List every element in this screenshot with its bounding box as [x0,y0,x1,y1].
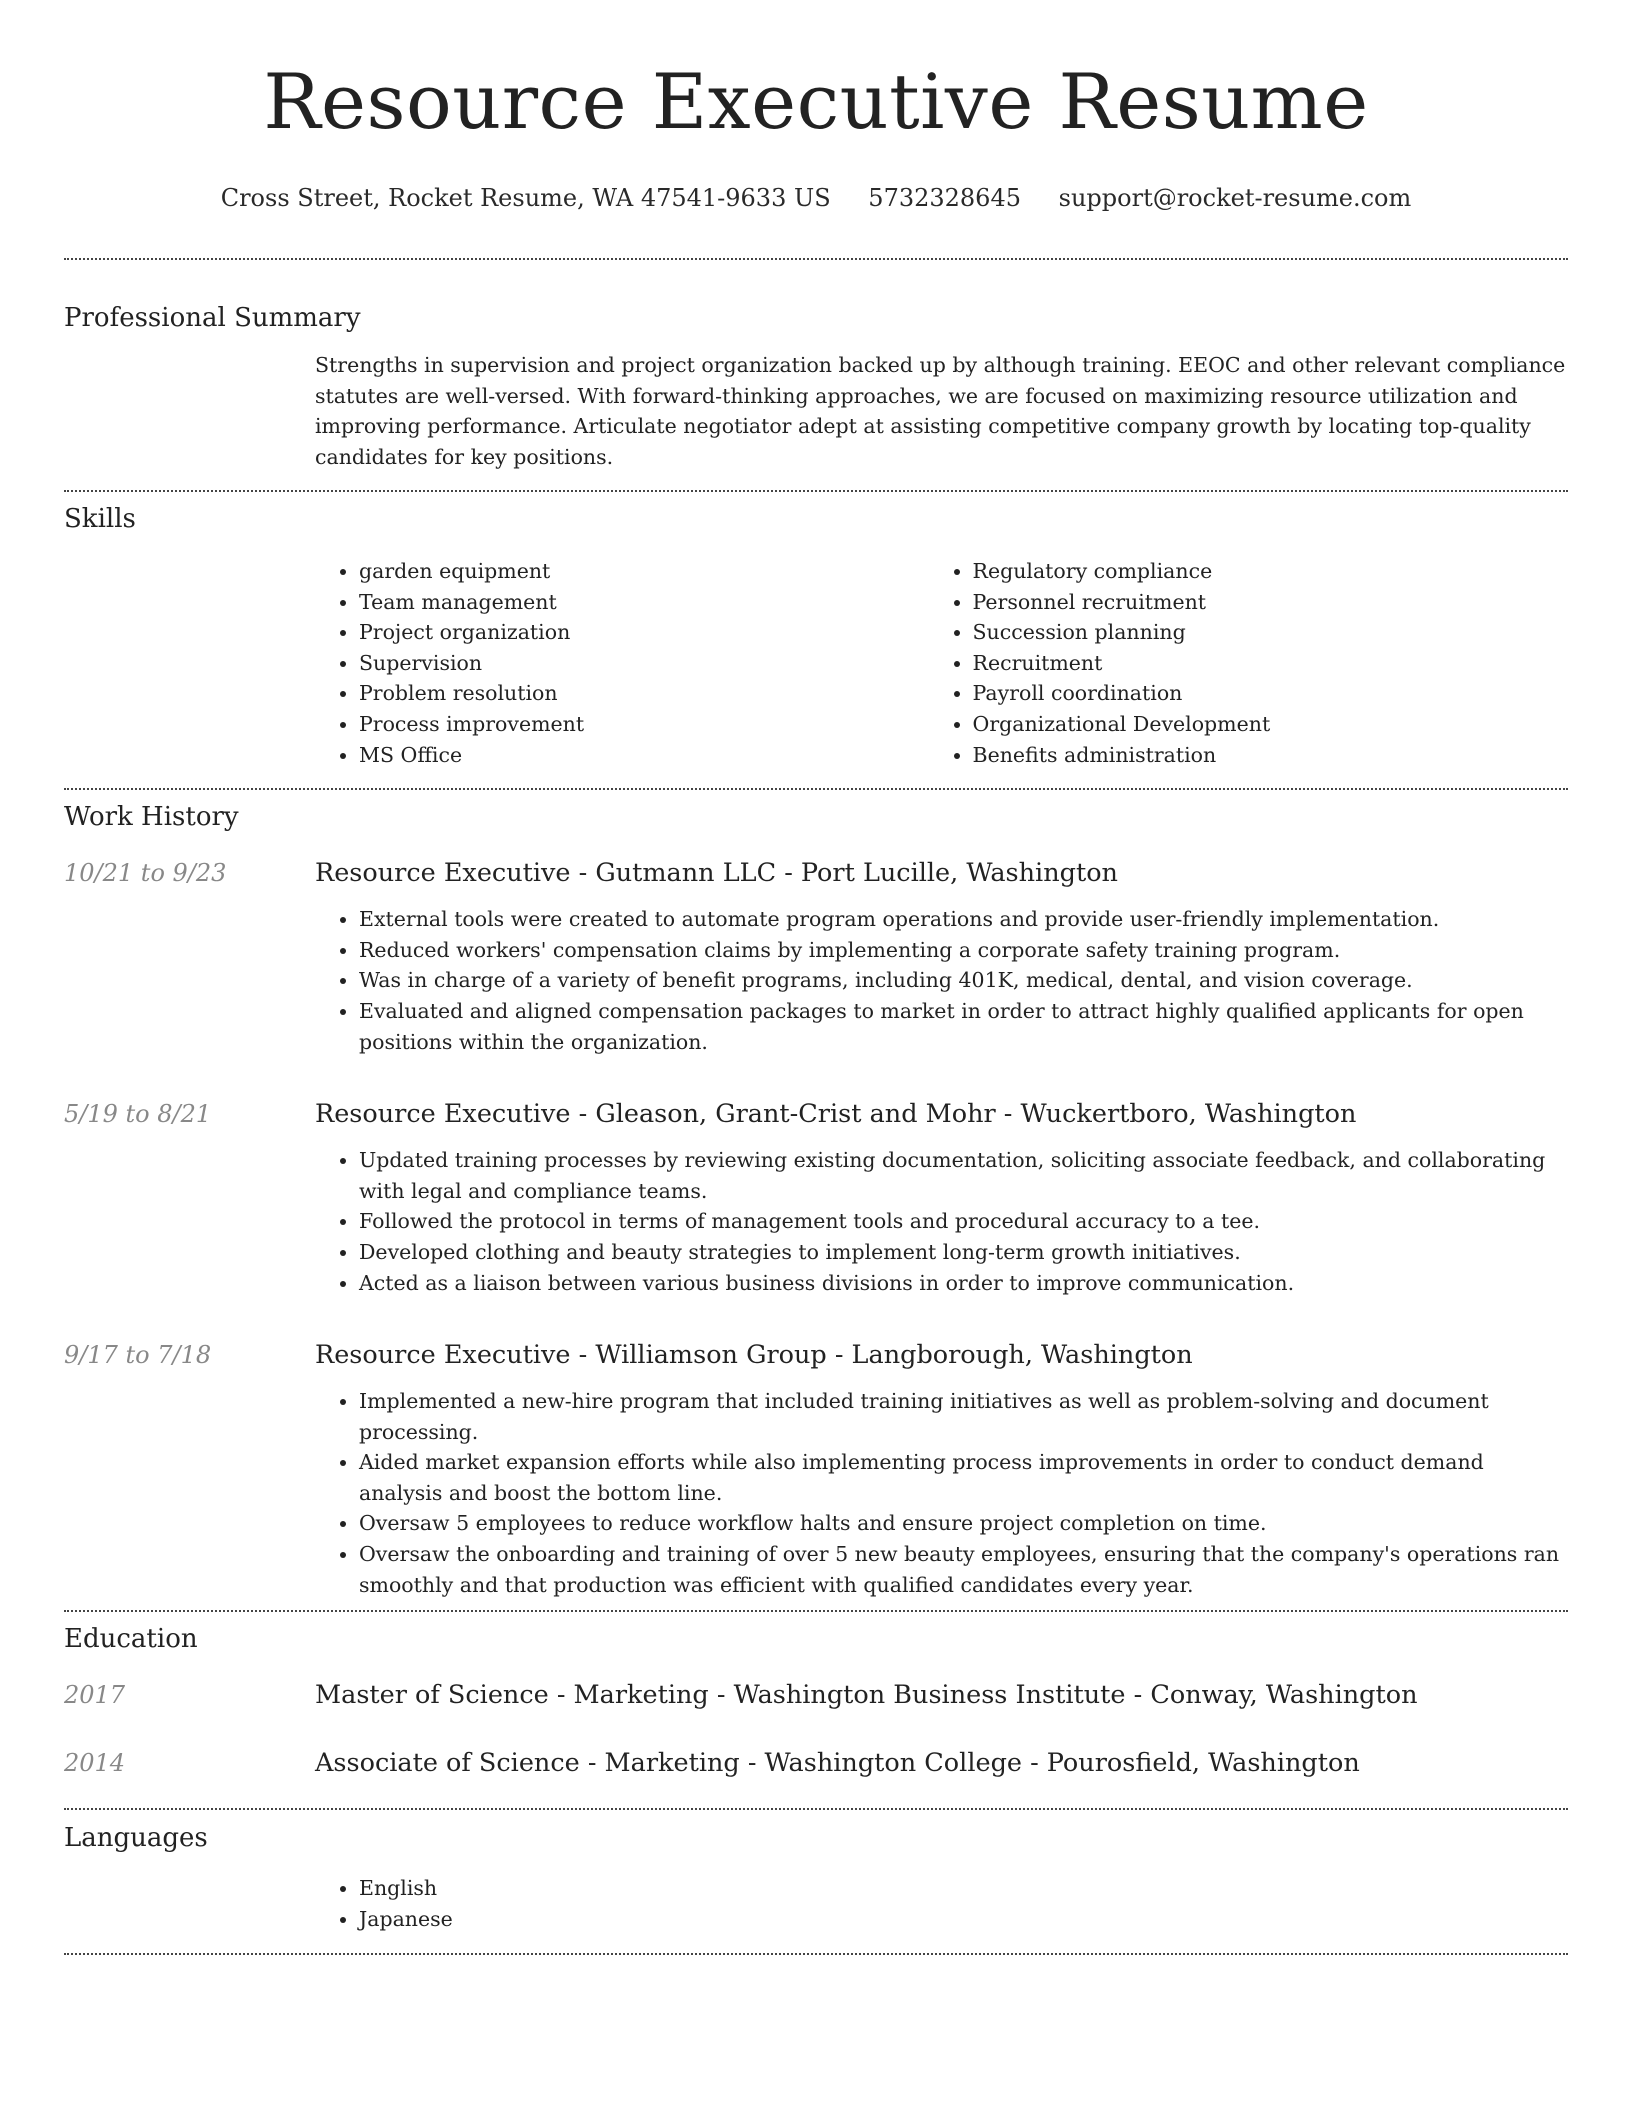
skill-item: • Regulatory compliance [973,556,1568,587]
skills-list-left [315,556,929,770]
job-bullet: • Followed the protocol in terms of management tools and procedural accuracy to a tee. [359,1206,1568,1237]
divider [64,490,1568,492]
job-bullet: • Oversaw 5 employees to reduce workflow halts and ensure project completion on time. [359,1508,1568,1539]
languages-heading: Languages [64,1823,208,1854]
education-heading-line: Associate of Science - Marketing - Washington College - Pourosfield, Washington [315,1748,1360,1779]
resume-title: Resource Executive Resume [263,57,1369,146]
job-bullet: • Was in charge of a variety of benefit programs, including 401K, medical, dental, and vision coverage. [359,965,1568,996]
skill-item: • Team management [359,587,929,618]
job-heading: Resource Executive - Gleason, Grant-Crist and Mohr - Wuckertboro, Washington [315,1099,1357,1130]
job-bullet: • Updated training processes by reviewing existing documentation, soliciting associate feedback, and collaborating with legal and compliance teams. [359,1145,1568,1206]
job-bullet: • Aided market expansion efforts while also implementing process improvements in order to conduct demand analysis and boost the bottom line. [359,1447,1568,1508]
email: support@rocket-resume.com [1058,184,1412,212]
skill-item: • Benefits administration [973,740,1568,771]
job-bullet: • Reduced workers' compensation claims by implementing a corporate safety training program. [359,935,1568,966]
education-year: 2014 [64,1749,126,1778]
job-dates: 5/19 to 8/21 [64,1100,212,1129]
job-bullet: • Acted as a liaison between various business divisions in order to improve communication. [359,1268,1568,1299]
divider [64,1808,1568,1810]
job-dates: 10/21 to 9/23 [64,859,227,888]
divider [64,1610,1568,1612]
languages-list [315,1873,1568,1934]
skill-item: • MS Office [359,740,929,771]
divider [64,788,1568,790]
job-bullet: • Implemented a new-hire program that included training initiatives as well as problem-solving and document processing. [359,1386,1568,1447]
education-entry [64,1746,1568,1780]
job-bullets [315,1386,1568,1600]
language-item: • English [359,1873,1568,1904]
job-bullets [315,1145,1568,1298]
job-bullet: • Evaluated and aligned compensation packages to market in order to attract highly qualified applicants for open positions within the organization. [359,996,1568,1057]
divider [64,258,1568,260]
skill-item: • Organizational Development [973,709,1568,740]
summary-text: Strengths in supervision and project organization backed up by although training. EEOC and other relevant compliance statutes are well-versed. With forward-thinking approaches, we are focused on maximizing resource utilization and improving performance. Articulate negotiator adept at assisting competitive company growth by locating top-quality candidates for key positions. [315,353,1566,469]
job-entry [64,856,1568,1057]
job-bullets [315,904,1568,1057]
contact-line [64,178,1568,218]
language-item: • Japanese [359,1904,1568,1935]
job-bullet: • Developed clothing and beauty strategies to implement long-term growth initiatives. [359,1237,1568,1268]
skills-list-right [929,556,1568,770]
phone: 5732328645 [868,184,1021,212]
summary-section [315,350,1568,472]
job-bullet: • External tools were created to automate program operations and provide user-friendly implementation. [359,904,1568,935]
job-bullet: • Oversaw the onboarding and training of over 5 new beauty employees, ensuring that the company's operations ran smoothly and that production was efficient with qualified candidates every year. [359,1539,1568,1600]
job-heading: Resource Executive - Gutmann LLC - Port Lucille, Washington [315,858,1118,889]
skills-section [315,556,1568,770]
education-year: 2017 [64,1681,126,1710]
skill-item: • Succession planning [973,617,1568,648]
job-dates: 9/17 to 7/18 [64,1341,212,1370]
education-heading-line: Master of Science - Marketing - Washington Business Institute - Conway, Washington [315,1680,1418,1711]
languages-section [315,1873,1568,1934]
education-entry [64,1678,1568,1712]
job-entry [64,1097,1568,1298]
job-entry [64,1338,1568,1600]
skill-item: • Supervision [359,648,929,679]
address: Cross Street, Rocket Resume, WA 47541-9633 US [220,184,831,212]
skill-item: • Payroll coordination [973,678,1568,709]
skill-item: • Problem resolution [359,678,929,709]
skill-item: • Project organization [359,617,929,648]
skill-item: • garden equipment [359,556,929,587]
job-heading: Resource Executive - Williamson Group - Langborough, Washington [315,1340,1193,1371]
summary-heading: Professional Summary [64,303,361,333]
education-heading: Education [64,1624,198,1655]
skills-heading: Skills [64,504,136,534]
skill-item: • Process improvement [359,709,929,740]
divider [64,1953,1568,1955]
work-history-heading: Work History [64,802,239,833]
skill-item: • Recruitment [973,648,1568,679]
resume-page [64,0,1568,1955]
skill-item: • Personnel recruitment [973,587,1568,618]
